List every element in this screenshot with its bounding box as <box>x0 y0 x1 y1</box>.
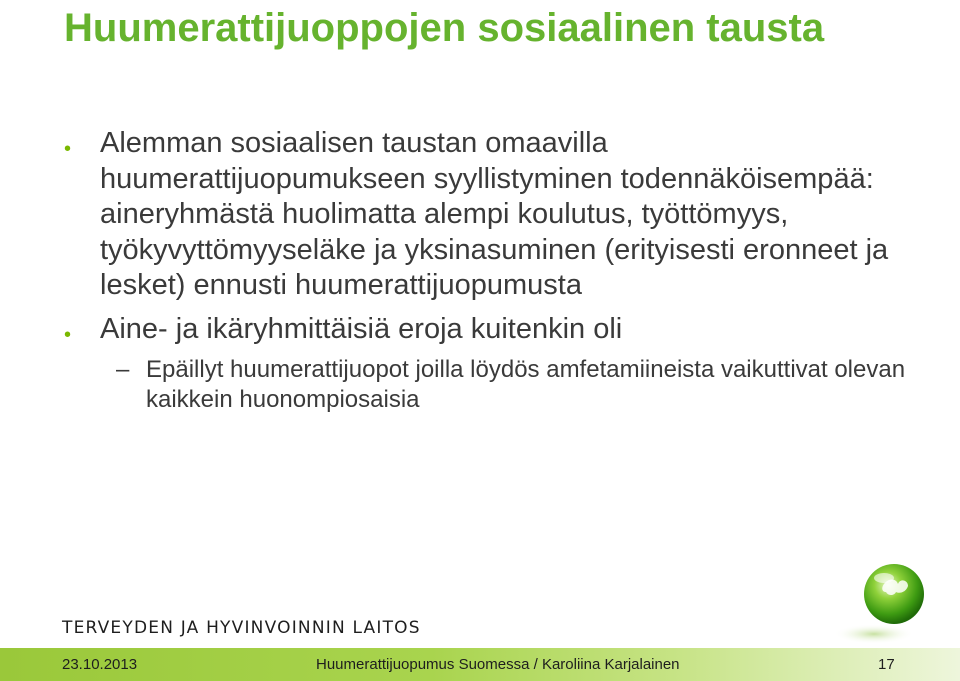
page-number: 17 <box>878 656 895 673</box>
sub-bullet-text: Epäillyt huumerattijuopot joilla löydös amfetamiineista vaikuttivat olevan kaikkein huonompiosaisia <box>146 356 906 413</box>
bullet-item <box>64 126 924 304</box>
slide-content <box>64 126 924 415</box>
footer-title: Huumerattijuopumus Suomessa / Karoliina Karjalainen <box>316 656 680 673</box>
sub-bullet-item <box>64 355 924 415</box>
bullet-text: Aine- ja ikäryhmittäisiä eroja kuitenkin oli <box>100 312 623 345</box>
slide-title: Huumerattijuoppojen sosiaalinen tausta <box>64 6 825 50</box>
dash-icon: – <box>116 356 130 383</box>
bullet-text: Alemman sosiaalisen taustan omaavilla huumerattijuopumukseen syyllistyminen todennäköisempää: aineryhmästä huolimatta alempi koulutus, työttömyys, työkyvyttömyyseläke ja yksinasuminen (erityisesti eronneet ja lesket) ennusti huumerattijuopumusta <box>100 127 889 301</box>
bullet-icon: • <box>64 323 72 346</box>
footer-date: 23.10.2013 <box>62 656 138 673</box>
organization-name: TERVEYDEN JA HYVINVOINNIN LAITOS <box>62 618 421 638</box>
green-sphere-logo-icon <box>832 558 932 648</box>
bullet-icon: • <box>64 138 72 160</box>
bullet-item <box>64 312 924 348</box>
